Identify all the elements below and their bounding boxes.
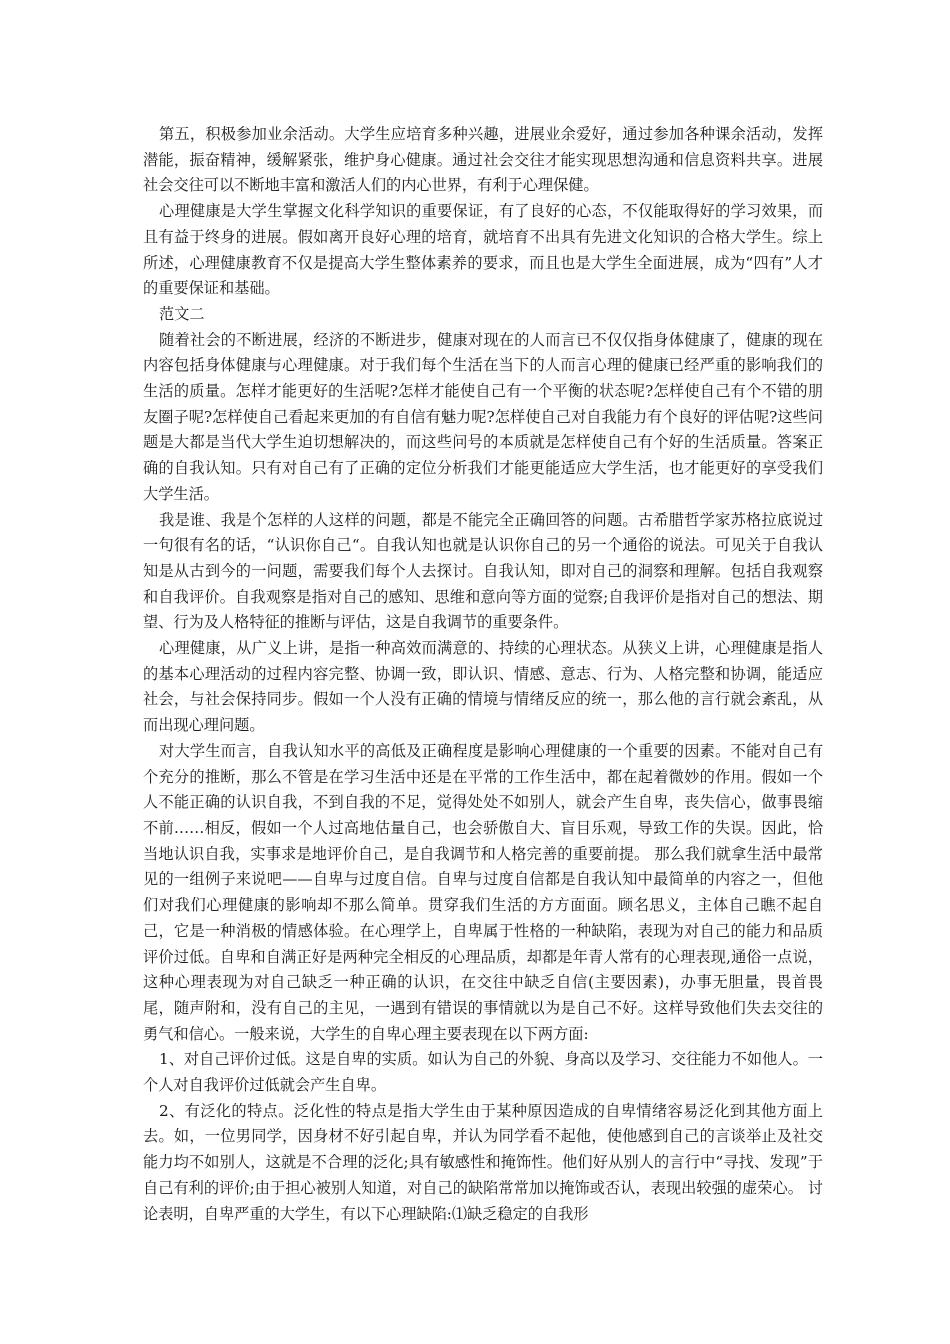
paragraph-who-am-i: 我是谁、我是个怎样的人这样的问题，都是不能完全正确回答的问题。古希腊哲学家苏格拉底说过一句很有名的话，“认识你自己“。自我认知也就是认识你自己的另一个通俗的说法。可见关于自我认知是从古到今的一问题，需要我们每个人去探讨。自我认知，即对自己的洞察和理解。包括自我观察和自我评价。自我观察是指对自己的感知、思维和意向等方面的觉察;自我评价是指对自己的想法、期望、行为及人格特征的推断与评估，这是自我调节的重要条件。 [143, 510, 823, 632]
paragraph-society-progress: 随着社会的不断进展，经济的不断进步，健康对现在的人而言已不仅仅指身体健康了，健康的现在内容包括身体健康与心理健康。对于我们每个生活在当下的人而言心理的健康已经严重的影响我们的生活的质量。怎样才能更好的生活呢?怎样才能使自己有一个平衡的状态呢?怎样使自己有个不错的朋友圈子呢?怎样使自己看起来更加的有自信有魅力呢?怎样使自己对自我能力有个良好的评估呢?这些问题是大都是当代大学生迫切想解决的，而这些问号的本质就是怎样使自己有个好的生活质量。答案正确的自我认知。只有对自己有了正确的定位分析我们才能更能适应大学生活，也才能更好的享受我们大学生活。 [143, 330, 823, 503]
paragraph-activities: 第五，积极参加业余活动。大学生应培育多种兴趣，进展业余爱好，通过参加各种课余活动，发挥潜能，振奋精神，缓解紧张，维护身心健康。通过社会交往才能实现思想沟通和信息资料共享。进展社会交往可以不断地丰富和激活人们的内心世界，有利于心理保健。 [143, 125, 823, 195]
paragraph-point-1: 1、对自己评价过低。这是自卑的实质。如认为自己的外貌、身高以及学习、交往能力不如他人。一个人对自我评价过低就会产生自卑。 [143, 1050, 823, 1095]
section-heading: 范文二 [159, 304, 205, 323]
paragraph-self-cognition-level: 对大学生而言，自我认知水平的高低及正确程度是影响心理健康的一个重要的因素。不能对自己有个充分的推断，那么不管是在学习生活中还是在平常的工作生活中，都在起着微妙的作用。假如一个人不能正确的认识自我，不到自我的不足，觉得处处不如别人，就会产生自卑，丧失信心，做事畏缩不前……相反，假如一个人过高地估量自己，也会骄傲自大、盲目乐观，导致工作的失误。因此，恰当地认识自我，实事求是地评价自己，是自我调节和人格完善的重要前提。 那么我们就拿生活中最常见的一组例子来说吧——自卑与过度自信。自卑与过度自信都是自我认知中最简单的内容之一，但他们对我们心理健康的影响却不那么简单。贯穿我们生活的方方面面。顾名思义，主体自己瞧不起自己，它是一种消极的情感体验。在心理学上，自卑属于性格的一种缺陷，表现为对自己的能力和品质评价过低。自卑和自满正好是两种完全相反的心理品质，却都是年青人常有的心理表现,通俗一点说，这种心理表现为对自己缺乏一种正确的认识，在交往中缺乏自信(主要因素)，办事无胆量，畏首畏尾，随声附和，没有自己的主见，一遇到有错误的事情就以为是自己不好。这样导致他们失去交往的勇气和信心。一般来说，大学生的自卑心理主要表现在以下两方面: [143, 741, 823, 1043]
paragraph-point-2: 2、有泛化的特点。泛化性的特点是指大学生由于某种原因造成的自卑情绪容易泛化到其他方面上去。如，一位男同学，因身材不好引起自卑，并认为同学看不起他，使他感到自己的言谈举止及社交能力均不如别人，这就是不合理的泛化;具有敏感性和掩饰性。他们好从别人的言行中“寻找、发现”于自己有利的评价;由于担心被别人知道，对自己的缺陷常常加以掩饰或否认，表现出较强的虚荣心。 讨论表明，自卑严重的大学生，有以下心理缺陷:⑴缺乏稳定的自我形 [143, 1101, 823, 1223]
paragraph-mental-health-guarantee: 心理健康是大学生掌握文化科学知识的重要保证，有了良好的心态，不仅能取得好的学习效果，而且有益于终身的进展。假如离开良好心理的培育，就培育不出具有先进文化知识的合格大学生。综上所述，心理健康教育不仅是提高大学生整体素养的要求，而且也是大学生全面进展，成为“四有”人才的重要保证和基础。 [143, 202, 823, 298]
document-page [143, 122, 823, 1227]
paragraph-mental-health-definition: 心理健康，从广义上讲，是指一种高效而满意的、持续的心理状态。从狭义上讲，心理健康是指人的基本心理活动的过程内容完整、协调一致，即认识、情感、意志、行为、人格完整和协调，能适应社会，与社会保持同步。假如一个人没有正确的情境与情绪反应的统一，那么他的言行就会紊乱，从而出现心理问题。 [143, 639, 823, 735]
